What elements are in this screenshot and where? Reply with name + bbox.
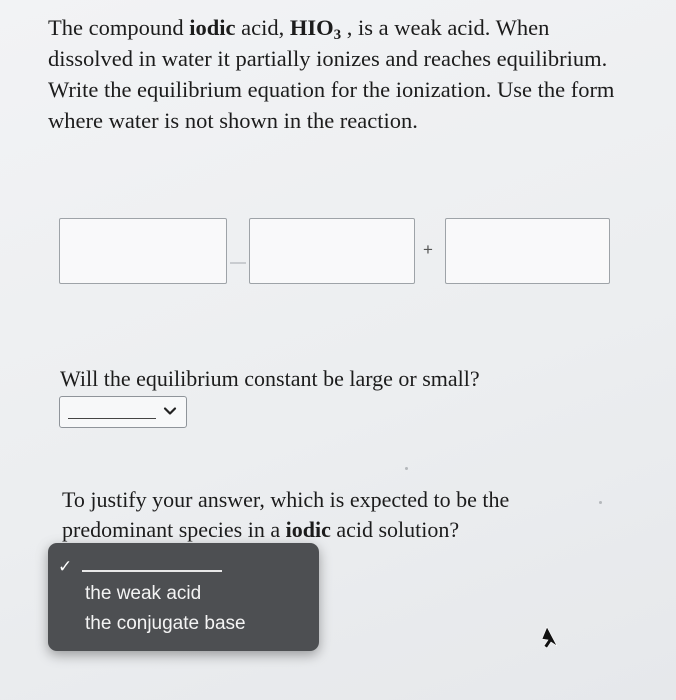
reactant-input[interactable] xyxy=(59,218,227,284)
question-predominant-species: To justify your answer, which is expected to be the predominant species in a iodic acid solution? xyxy=(62,487,510,542)
divider-dot xyxy=(405,467,408,470)
dropdown-option-blank[interactable] xyxy=(82,555,222,577)
select-blank-line xyxy=(68,418,156,419)
checkmark-icon: ✓ xyxy=(58,557,73,576)
q1-bold-iodic: iodic xyxy=(189,15,236,40)
q1-text-c: , is a weak acid. xyxy=(341,15,491,40)
mouse-pointer-icon xyxy=(541,626,559,650)
k-size-select[interactable] xyxy=(59,396,187,428)
chevron-down-icon xyxy=(162,403,178,419)
q1-text-a: The compound xyxy=(48,15,190,40)
formula-hio3: $HIO_3$ xyxy=(289,15,342,43)
q1-text-b: acid, xyxy=(235,15,290,40)
q1-instructions: When dissolved in water it partially ionizes and reaches equilibrium. Write the equilibrium equation for the ionization. Use the form where water is not shown in the reaction. xyxy=(48,15,615,133)
dropdown-option-conjugate-base[interactable]: the conjugate base xyxy=(85,613,246,634)
dropdown-option-weak-acid[interactable]: the weak acid xyxy=(85,583,202,604)
product1-input[interactable] xyxy=(249,218,415,284)
equilibrium-arrow xyxy=(230,262,246,264)
plus-sign: + xyxy=(423,240,433,259)
q3-bold-iodic: iodic xyxy=(285,517,331,542)
question-ionization xyxy=(48,12,628,136)
product2-input[interactable] xyxy=(445,218,610,284)
question-k-size: Will the equilibrium constant be large or small? xyxy=(60,366,480,391)
